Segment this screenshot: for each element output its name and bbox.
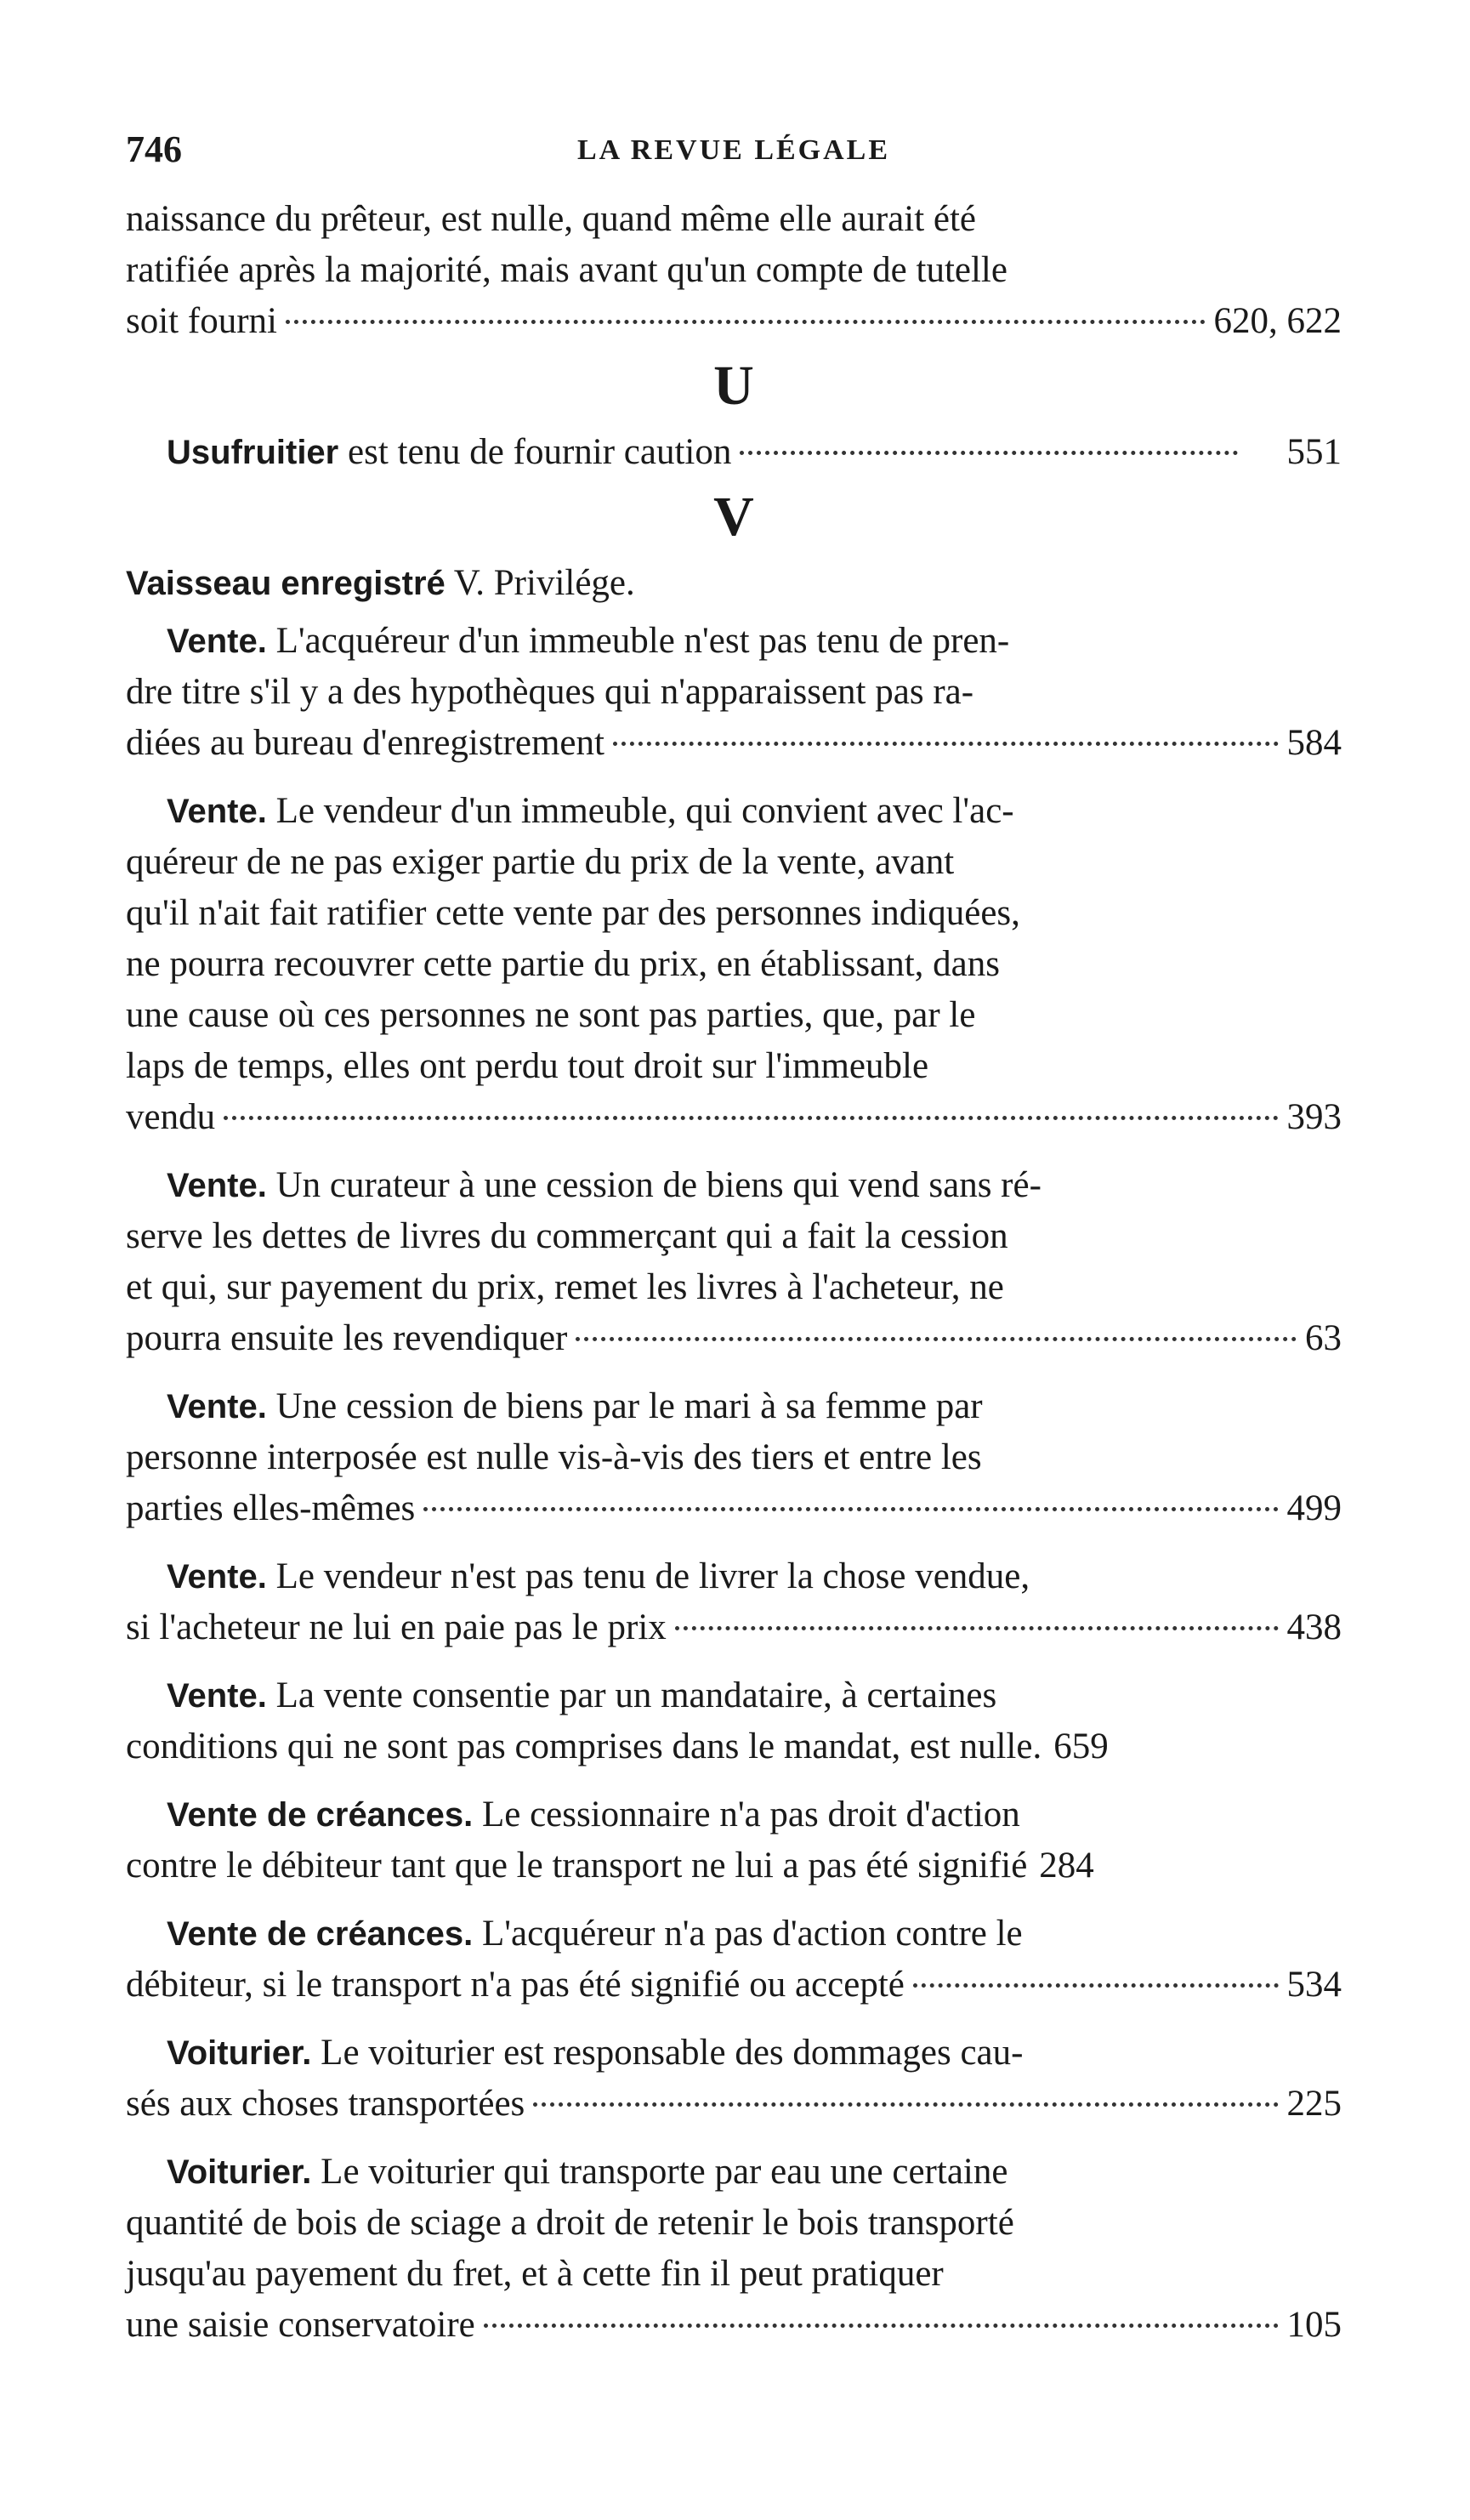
entry-line: naissance du prêteur, est nulle, quand même elle aurait été xyxy=(126,199,977,239)
entry-last-line xyxy=(126,1483,1342,1534)
entry-keyword: Usufruitier xyxy=(167,434,339,471)
page-reference: 551 xyxy=(1286,432,1342,472)
dot-leader xyxy=(740,451,1237,455)
entry-line-text: Le vendeur n'est pas tenu de livrer la chose vendue, xyxy=(266,1556,1030,1596)
index-body xyxy=(126,194,1342,2351)
index-entry xyxy=(126,1789,1342,1891)
entry-last-line xyxy=(126,296,1342,347)
dot-leader xyxy=(423,1507,1278,1511)
page-reference: 284 xyxy=(1039,1846,1094,1886)
dot-leader xyxy=(224,1116,1278,1120)
page-reference: 534 xyxy=(1286,1965,1342,2005)
entry-keyword: Vente de créances. xyxy=(167,1796,474,1834)
entry-keyword: Vente. xyxy=(167,1677,267,1715)
page-reference: 393 xyxy=(1286,1097,1342,1137)
entry-line: personne interposée est nulle vis-à-vis des tiers et entre les xyxy=(126,1437,982,1477)
entry-last-line xyxy=(126,2300,1342,2351)
index-entry xyxy=(126,786,1342,1143)
page-number: 746 xyxy=(126,128,182,170)
entry-line-text: pourra ensuite les revendiquer xyxy=(126,1318,568,1358)
entry-last-line xyxy=(126,1313,1342,1364)
index-entry xyxy=(126,1551,1342,1653)
entry-line-text: débiteur, si le transport n'a pas été signifié ou accepté xyxy=(126,1965,905,2005)
entry-line-text: diées au bureau d'enregistrement xyxy=(126,723,604,763)
entry-line: jusqu'au payement du fret, et à cette fin il peut pratiquer xyxy=(126,2254,944,2294)
entry-line-text: soit fourni xyxy=(126,301,277,341)
entry-line-text: une saisie conservatoire xyxy=(126,2305,475,2345)
index-entry xyxy=(126,2028,1342,2130)
dot-leader xyxy=(613,742,1279,746)
entry-line: quantité de bois de sciage a droit de retenir le bois transporté xyxy=(126,2203,1014,2243)
entry-line: ne pourra recouvrer cette partie du prix, en établissant, dans xyxy=(126,944,1000,984)
entry-last-line xyxy=(126,1960,1342,2011)
page-reference: 620, 622 xyxy=(1213,301,1342,341)
page-reference: 438 xyxy=(1286,1607,1342,1647)
entry-line: serve les dettes de livres du commerçant qui a fait la cession xyxy=(126,1216,1008,1256)
entry-line-text: est tenu de fournir caution xyxy=(338,432,732,472)
entry-keyword: Voiturier. xyxy=(167,2034,312,2072)
dot-leader xyxy=(484,2324,1279,2328)
entry-line-text: conditions qui ne sont pas comprises dans le mandat, est nulle. xyxy=(126,1726,1042,1766)
running-title: LA REVUE LÉGALE xyxy=(576,134,891,166)
entry-keyword: Vente. xyxy=(167,793,267,830)
page-reference: 584 xyxy=(1286,723,1342,763)
entry-keyword: Vente. xyxy=(167,1558,267,1596)
page-reference: 225 xyxy=(1286,2084,1342,2124)
page-reference: 659 xyxy=(1053,1726,1109,1766)
page-reference: 63 xyxy=(1305,1318,1342,1358)
entry-line-text: Le vendeur d'un immeuble, qui convient avec l'ac- xyxy=(266,791,1014,831)
page-reference: 105 xyxy=(1286,2305,1342,2345)
entry-line-text: Un curateur à une cession de biens qui vend sans ré- xyxy=(266,1165,1041,1205)
page-reference: 499 xyxy=(1286,1488,1342,1528)
entry-line-text: si l'acheteur ne lui en paie pas le prix xyxy=(126,1607,667,1647)
dot-leader xyxy=(286,320,1206,324)
entry-line-text: Une cession de biens par le mari à sa femme par xyxy=(266,1386,983,1426)
entry-line-text: L'acquéreur n'a pas d'action contre le xyxy=(473,1914,1023,1954)
entry-line: laps de temps, elles ont perdu tout droit sur l'immeuble xyxy=(126,1046,929,1086)
section-letter-u: U xyxy=(713,355,754,417)
entry-line: ratifiée après la majorité, mais avant qu'un compte de tutelle xyxy=(126,250,1007,290)
entry-line-text: La vente consentie par un mandataire, à certaines xyxy=(266,1675,997,1715)
entry-keyword: Vaisseau enregistré xyxy=(126,565,446,602)
entry-line-text: sés aux choses transportées xyxy=(126,2084,525,2124)
entry-last-line xyxy=(126,718,1342,769)
entry-line-text: L'acquéreur d'un immeuble n'est pas tenu de pren- xyxy=(266,621,1010,661)
page-header xyxy=(126,128,1342,187)
entry-last-line xyxy=(126,1092,1342,1143)
dot-leader xyxy=(913,1983,1279,1988)
entry-last-line xyxy=(126,427,1342,478)
entry-last-line xyxy=(126,1840,1342,1891)
entry-line-text: vendu xyxy=(126,1097,216,1137)
entry-line: quéreur de ne pas exiger partie du prix de la vente, avant xyxy=(126,842,955,882)
index-entry xyxy=(126,2147,1342,2351)
entry-line-text: V. Privilége. xyxy=(445,563,635,603)
entry-last-line xyxy=(126,1721,1342,1772)
index-entry xyxy=(126,558,1342,609)
index-entry xyxy=(126,616,1342,769)
entry-line: et qui, sur payement du prix, remet les livres à l'acheteur, ne xyxy=(126,1267,1004,1307)
entry-line-text: Le voiturier qui transporte par eau une certaine xyxy=(311,2152,1008,2192)
section-letter-v: V xyxy=(713,486,754,548)
entry-line-text: parties elles-mêmes xyxy=(126,1488,416,1528)
page xyxy=(126,128,1342,2351)
entry-line: dre titre s'il y a des hypothèques qui n'apparaissent pas ra- xyxy=(126,672,974,712)
index-entry xyxy=(126,1670,1342,1772)
index-entry xyxy=(126,427,1342,478)
entry-line: qu'il n'ait fait ratifier cette vente par des personnes indiquées, xyxy=(126,893,1020,933)
entry-last-line xyxy=(126,1602,1342,1653)
entry-line-text: contre le débiteur tant que le transport ne lui a pas été signifié xyxy=(126,1846,1028,1886)
entry-keyword: Vente. xyxy=(167,623,267,660)
entry-keyword: Voiturier. xyxy=(167,2153,312,2191)
index-entry xyxy=(126,1160,1342,1364)
continued-entry xyxy=(126,194,1342,347)
entry-keyword: Vente de créances. xyxy=(167,1915,474,1953)
entry-last-line xyxy=(126,2079,1342,2130)
entry-line: une cause où ces personnes ne sont pas parties, que, par le xyxy=(126,995,976,1035)
index-entry xyxy=(126,1381,1342,1534)
dot-leader xyxy=(533,2102,1278,2107)
entry-keyword: Vente. xyxy=(167,1388,267,1425)
index-entry xyxy=(126,1908,1342,2011)
entry-keyword: Vente. xyxy=(167,1167,267,1204)
entry-line-text: Le cessionnaire n'a pas droit d'action xyxy=(473,1795,1020,1835)
dot-leader xyxy=(675,1626,1279,1630)
dot-leader xyxy=(576,1337,1297,1341)
entry-line-text: Le voiturier est responsable des dommages cau- xyxy=(311,2033,1024,2073)
